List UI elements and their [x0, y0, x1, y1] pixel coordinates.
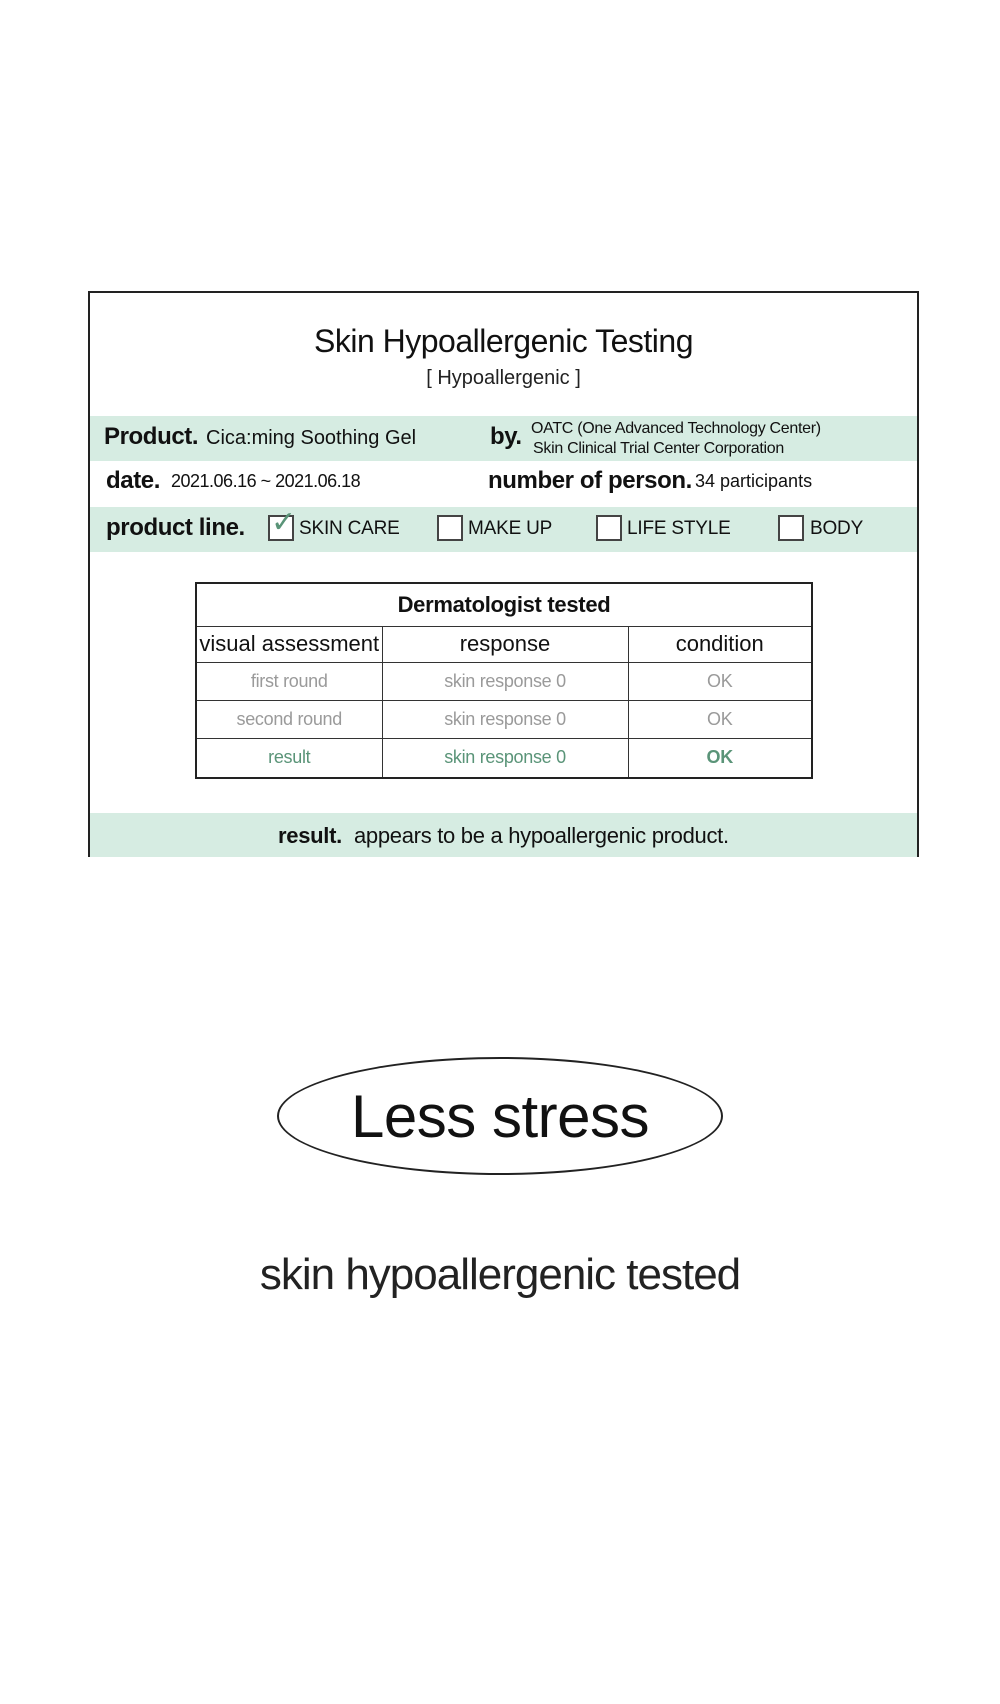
result-label: result.	[278, 823, 342, 848]
persons-value: 34 participants	[695, 471, 813, 491]
cell-response: skin response 0	[382, 700, 628, 738]
header-response: response	[382, 626, 628, 662]
by-line-1: OATC (One Advanced Technology Center)	[531, 420, 821, 437]
by-line-2: Skin Clinical Trial Center Corporation	[533, 440, 784, 457]
cell-round: result	[196, 738, 382, 778]
persons-label: number of person.	[488, 467, 692, 494]
by-label: by.	[490, 423, 522, 450]
less-stress-badge	[277, 1057, 723, 1175]
product-value: Cica:ming Soothing Gel	[206, 427, 417, 449]
cell-round: first round	[196, 662, 382, 700]
card-title: Skin Hypoallergenic Testing	[313, 323, 693, 359]
cell-condition: OK	[628, 662, 812, 700]
header-visual-assessment: visual assessment	[196, 626, 382, 662]
table-row	[196, 700, 812, 738]
cell-response: skin response 0	[382, 738, 628, 778]
cell-condition: OK	[628, 738, 812, 778]
checkbox-make-up	[437, 515, 463, 541]
date-label: date.	[106, 467, 161, 494]
product-line-label: product line.	[106, 514, 245, 541]
dermatologist-table	[195, 582, 813, 779]
cell-response: skin response 0	[382, 662, 628, 700]
option-body: BODY	[810, 518, 864, 539]
tagline: skin hypoallergenic tested	[259, 1250, 741, 1299]
cell-round: second round	[196, 700, 382, 738]
option-make-up: MAKE UP	[468, 518, 553, 539]
table-row-result	[196, 738, 812, 778]
card-subtitle: [ Hypoallergenic ]	[426, 367, 581, 389]
checkbox-life-style	[596, 515, 622, 541]
cell-condition: OK	[628, 700, 812, 738]
product-label: Product.	[104, 423, 199, 450]
result-text: appears to be a hypoallergenic product.	[354, 823, 729, 848]
table-title: Dermatologist tested	[196, 583, 812, 626]
checkbox-skin-care	[268, 506, 297, 541]
table-header-row	[196, 626, 812, 662]
checkbox-body	[778, 515, 804, 541]
option-skin-care: SKIN CARE	[299, 518, 400, 539]
date-value: 2021.06.16 ~ 2021.06.18	[171, 471, 361, 491]
option-life-style: LIFE STYLE	[627, 518, 731, 539]
table-row	[196, 662, 812, 700]
header-condition: condition	[628, 626, 812, 662]
badge-text: Less stress	[351, 1082, 649, 1150]
hypoallergenic-test-card	[88, 291, 919, 857]
check-icon: ✓	[271, 506, 297, 539]
